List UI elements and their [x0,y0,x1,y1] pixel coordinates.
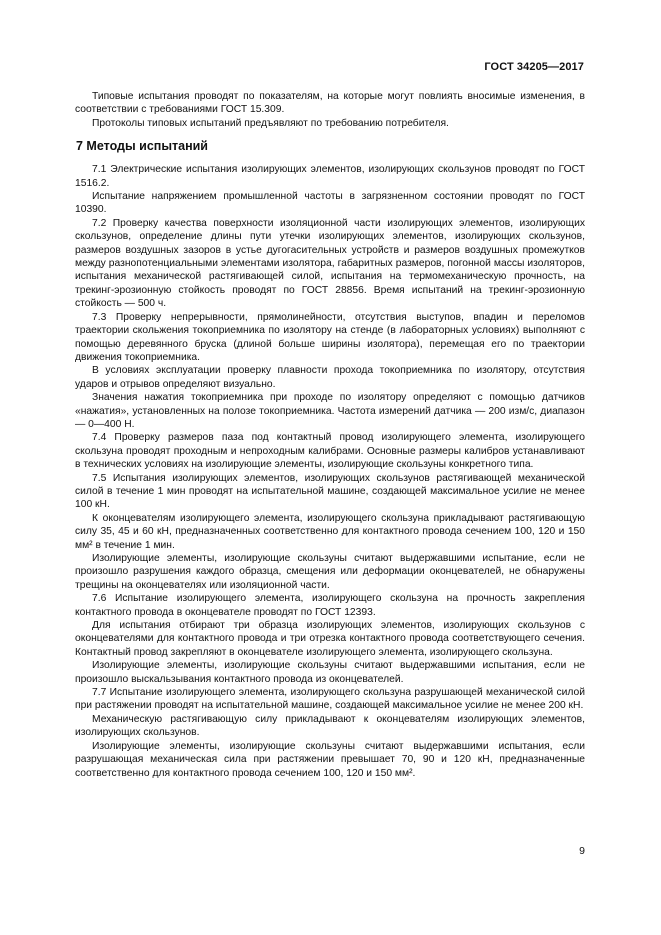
paragraph: 7.3 Проверку непрерывности, прямолинейности, отсутствия выступов, впадин и переломов траектории скольжения токоприемника по изолятору на стенде (в лабораторных условиях) выполняют с помощью деревянного бруска (длиной больше ширины изолятора), перемещая его по траектории движения токоприемника. [75,311,585,363]
paragraph: Изолирующие элементы, изолирующие скользуны считают выдержавшими испытания, если разрушающая механическая сила при растяжении превышает 70, 90 и 120 кН, предназначенные соответственно для контактного провода сечением 100, 120 и 150 мм². [75,740,585,779]
paragraph: Для испытания отбирают три образца изолирующих элементов, изолирующих скользунов с оконцевателями для контактного провода и три отрезка контактного провода соответствующего сечения. Контактный провод закрепляют в оконцевателе изолирующего элемента, изолирующего скользуна. [75,620,585,658]
paragraph: Изолирующие элементы, изолирующие скользуны считают выдержавшими испытание, если не произошло разрушения каждого образца, смещения или деформации оконцевателей, не обнаружены трещины на оконцевателях или изоляционной части. [75,553,585,591]
paragraph: 7.5 Испытания изолирующих элементов, изолирующих скользунов растягивающей механической силой в течение 1 мин проводят на испытательной машине, создающей максимальное усилие не менее 100 кН. [75,472,585,511]
paragraph: Механическую растягивающую силу прикладывают к оконцевателям изолирующих элементов, изолирующих скользунов. [75,713,585,739]
paragraph: 7.4 Проверку размеров паза под контактный провод изолирующего элемента, изолирующего скользуна проводят проходным и непроходным калибрами. Основные размеры калибров устанавливают в технических условиях на изолирующие элементы, изолирующие скользуны конкретного типа. [75,432,585,471]
page-number: 9 [579,845,585,857]
paragraph: 7.7 Испытание изолирующего элемента, изолирующего скользуна разрушающей механической силой при растяжении проводят на испытательной машине, создающей максимальное усилие не менее 200 кН. [75,687,585,712]
paragraph: В условиях эксплуатации проверку плавности прохода токоприемника по изолятору, отсутствия ударов и отрывов определяют визуально. [75,365,585,390]
paragraph: Значения нажатия токоприемника при проходе по изолятору определяют с помощью датчиков «нажатия», установленных на полозе токоприемника. Частота измерений датчика — 200 изм/с, диапазон — 0—400 Н. [75,392,585,430]
paragraph: Испытание напряжением промышленной частоты в загрязненном состоянии проводят по ГОСТ 10390. [75,191,585,216]
section-heading: 7 Методы испытаний [76,139,208,154]
paragraph: 7.2 Проверку качества поверхности изоляционной части изолирующих элементов, изолирующих скользунов, определение длины пути утечки изолирующих элементов, изолирующих скользунов, размеров воздушных зазоров в устье дугогасительных устройств и размеров воздушных промежутков между разнопотенциальными элементами изолятора, габаритных размеров, погонной массы изоляторов, испытания механической растягивающей силой, испытания на термомеханическую прочность, на трекинг-эрозионную стойкость проводят по ГОСТ 28856. Время испытаний на трекинг-эрозионную стойкость — 500 ч. [75,217,585,310]
paragraph: Изолирующие элементы, изолирующие скользуны считают выдержавшими испытания, если не произошло выскальзывания контактного провода из оконцевателей. [75,660,585,685]
paragraph: Протоколы типовых испытаний предъявляют по требованию потребителя. [92,117,449,129]
paragraph: К оконцевателям изолирующего элемента, изолирующего скользуна прикладывают растягивающую силу 35, 45 и 60 кН, предназначенных соответственно для контактного провода сечением 100, 120 и 150 мм² в течение 1 мин. [75,512,585,551]
paragraph: Типовые испытания проводят по показателям, на которые могут повлиять вносимые изменения, в соответствии с требованиями ГОСТ 15.309. [75,91,585,116]
paragraph: 7.1 Электрические испытания изолирующих элементов, изолирующих скользунов проводят по ГОСТ 1516.2. [75,164,585,189]
document-body [75,90,585,780]
standard-number: ГОСТ 34205—2017 [484,61,584,73]
paragraph: 7.6 Испытание изолирующего элемента, изолирующего скользуна на прочность закрепления контактного провода в оконцевателе проводят по ГОСТ 12393. [75,593,585,618]
